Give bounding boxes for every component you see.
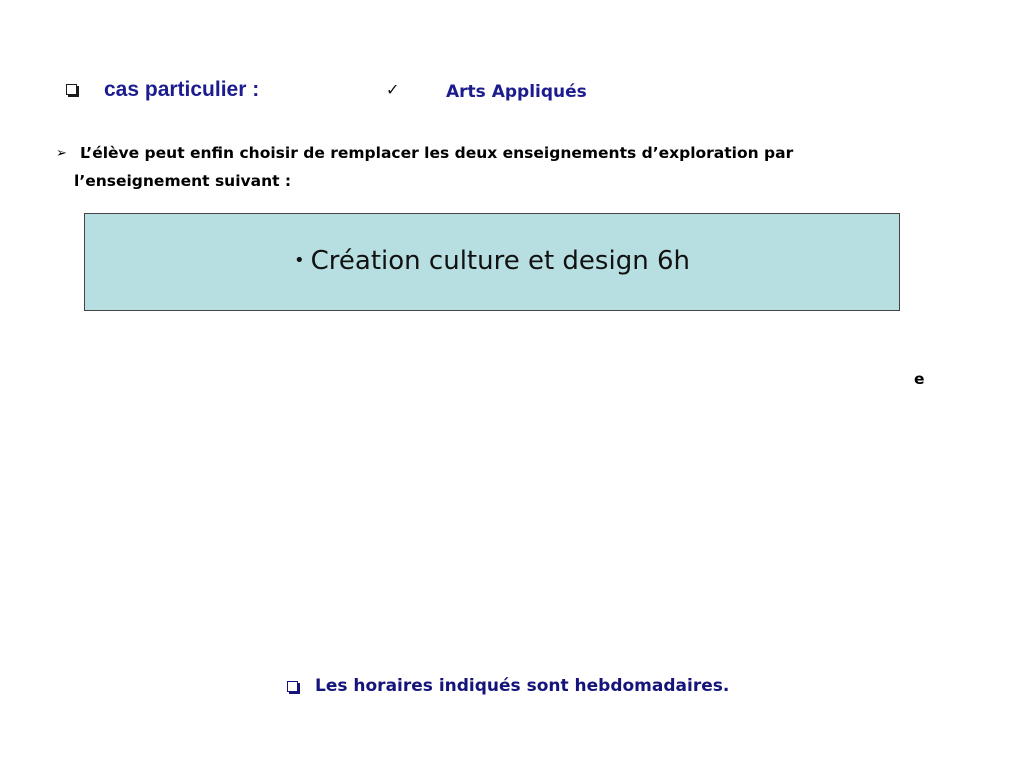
subject-label: Arts Appliqués [446,82,587,102]
footer-note: Les horaires indiqués sont hebdomadaires. [315,676,730,696]
course-box [84,213,900,311]
check-icon: ✓ [386,80,400,99]
square-bullet-icon [287,681,298,692]
intro-text-line-2: l’enseignement suivant : [74,172,292,190]
square-bullet-icon [66,84,77,95]
stray-text-fragment: e [914,370,925,388]
course-bullet-icon: • [294,250,305,271]
course-item-label: Création culture et design 6h [310,246,690,276]
arrow-bullet-icon: ➢ [56,146,67,161]
course-item [85,246,899,276]
case-label: cas particulier : [104,78,260,101]
intro-text-line-1: L’élève peut enfin choisir de remplacer les deux enseignements d’exploration par [80,144,794,162]
